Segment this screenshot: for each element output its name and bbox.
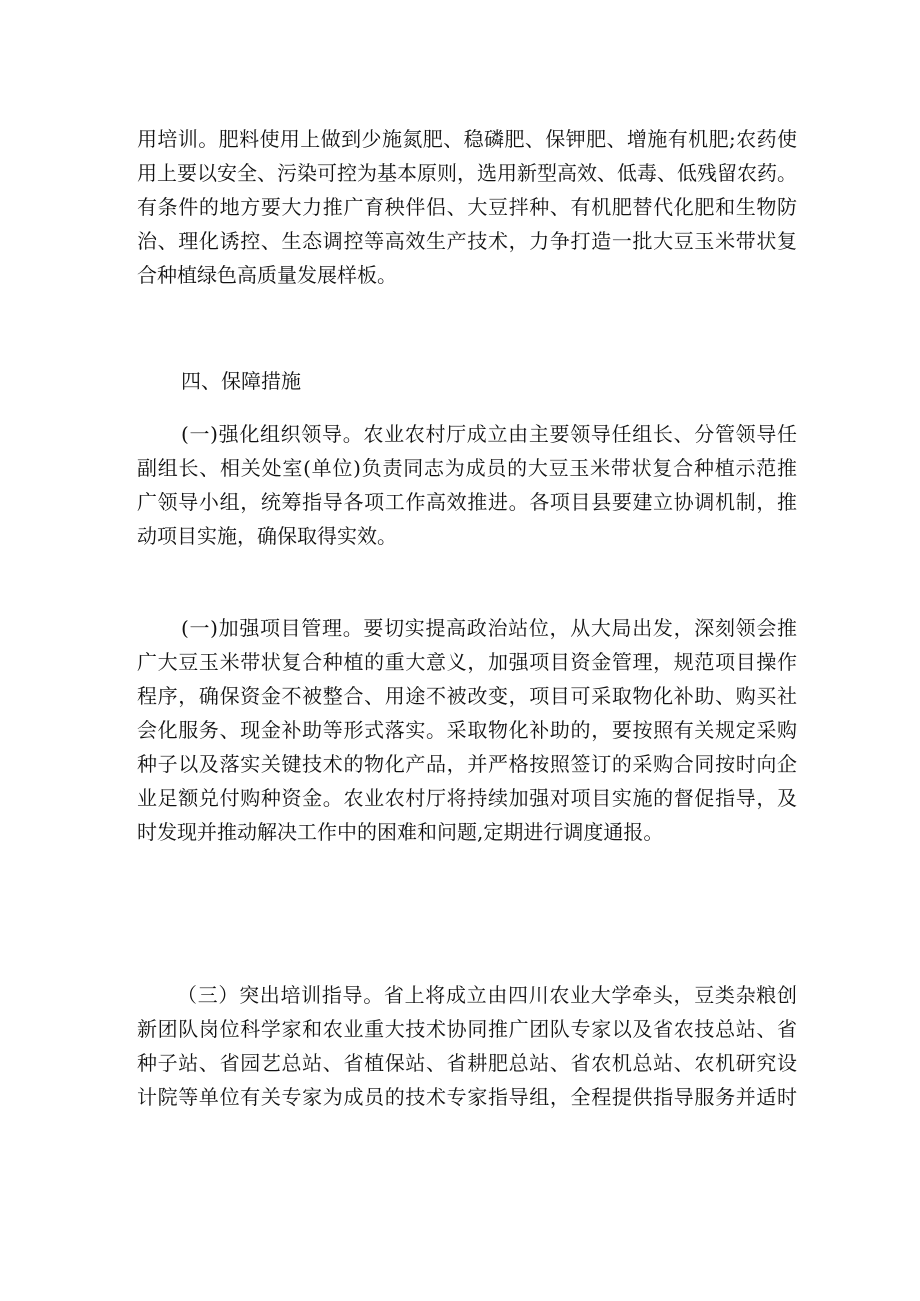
- text-line: (一)加强项目管理。要切实提高政治站位，从大局出发，深刻领会推: [181, 616, 797, 640]
- text-line: 计院等单位有关专家为成员的技术专家指导组，全程提供指导服务并适时: [137, 1085, 797, 1109]
- text-line: 治、理化诱控、生态调控等高效生产技术，力争打造一批大豆玉米带状复: [137, 229, 797, 253]
- paragraph-organization-leadership: [137, 417, 797, 553]
- text-line: 合种植绿色高质量发展样板。: [137, 263, 397, 287]
- paragraph-fertilizer-pesticide: [137, 122, 797, 292]
- section-heading: 四、保障措施: [181, 369, 301, 393]
- text-line: （三）突出培训指导。省上将成立由四川农业大学牵头，豆类杂粮创: [177, 983, 797, 1007]
- text-line: 程序，确保资金不被整合、用途不被改变，项目可采取物化补助、购买社: [137, 684, 797, 708]
- text-line: 业足额兑付购种资金。农业农村厅将持续加强对项目实施的督促指导，及: [137, 786, 797, 810]
- text-line: 有条件的地方要大力推广育秧伴侣、大豆拌种、有机肥替代化肥和生物防: [137, 195, 797, 219]
- text-line: 种子以及落实关键技术的物化产品，并严格按照签订的采购合同按时向企: [137, 752, 797, 776]
- text-line: 种子站、省园艺总站、省植保站、省耕肥总站、省农机总站、农机研究设: [137, 1051, 797, 1075]
- text-line: 广大豆玉米带状复合种植的重大意义，加强项目资金管理，规范项目操作: [137, 650, 797, 674]
- text-line: 时发现并推动解决工作中的困难和问题,定期进行调度通报。: [137, 820, 664, 844]
- text-line: 动项目实施，确保取得实效。: [137, 524, 397, 548]
- text-line: 副组长、相关处室(单位)负责同志为成员的大豆玉米带状复合种植示范推: [137, 456, 797, 480]
- paragraph-project-management: [137, 611, 797, 849]
- text-line: 新团队岗位科学家和农业重大技术协同推广团队专家以及省农技总站、省: [137, 1017, 797, 1041]
- text-line: 广领导小组，统筹指导各项工作高效推进。各项目县要建立协调机制，推: [137, 490, 797, 514]
- text-line: 用培训。肥料使用上做到少施氮肥、稳磷肥、保钾肥、增施有机肥;农药使: [137, 127, 797, 151]
- text-line: 会化服务、现金补助等形式落实。采取物化补助的，要按照有关规定采购: [137, 718, 797, 742]
- paragraph-training-guidance: [137, 978, 797, 1114]
- text-line: (一)强化组织领导。农业农村厅成立由主要领导任组长、分管领导任: [181, 422, 797, 446]
- text-line: 用上要以安全、污染可控为基本原则，选用新型高效、低毒、低残留农药。: [137, 161, 797, 185]
